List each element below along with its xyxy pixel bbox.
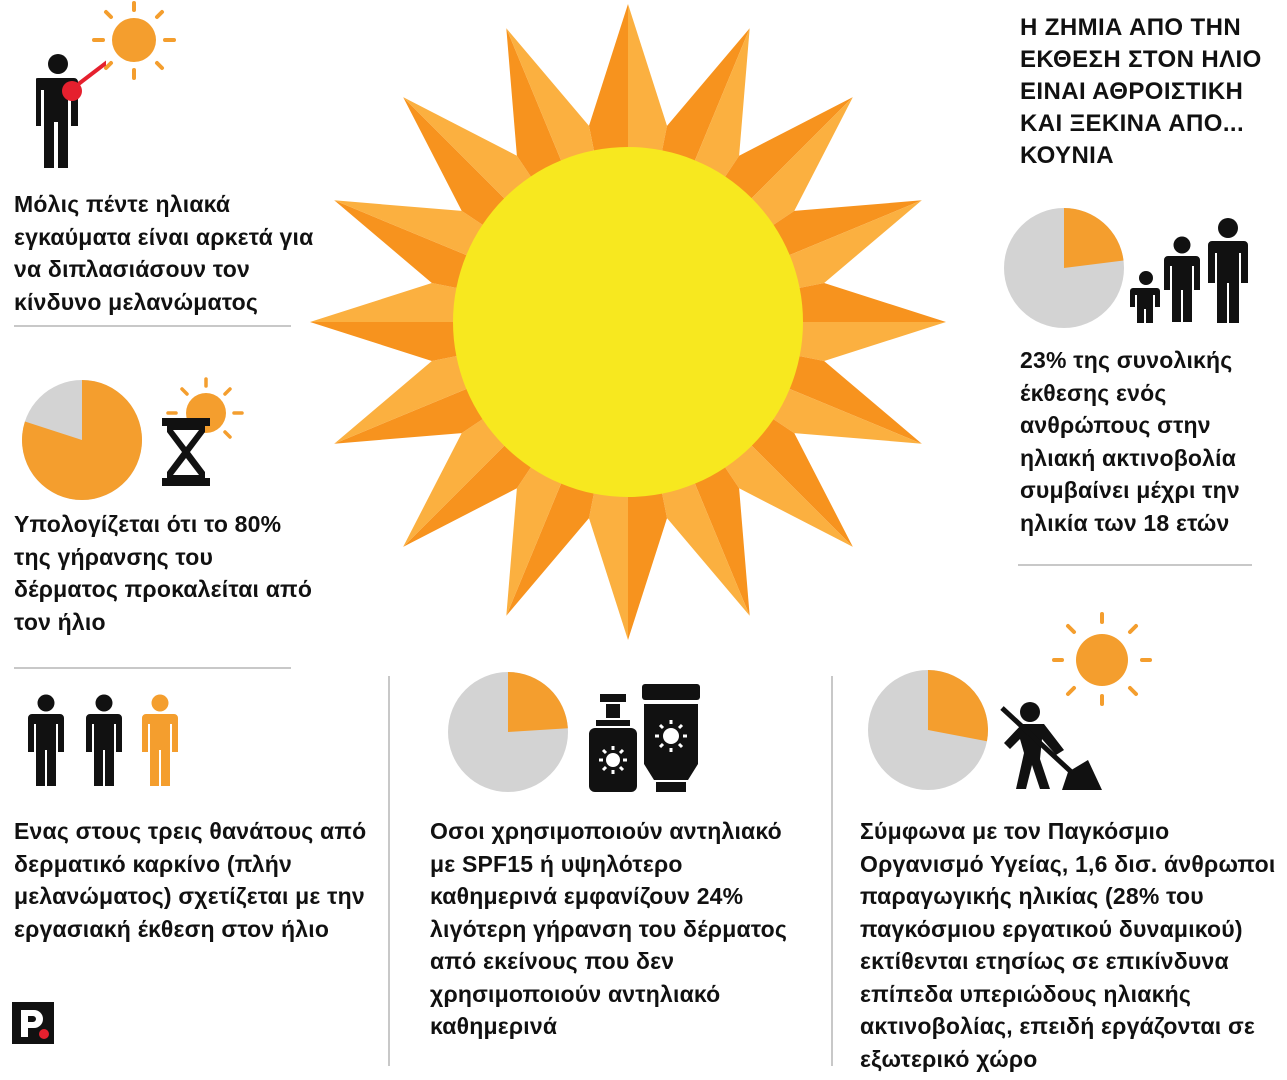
pie-chart-aging [20,378,144,502]
brand-logo-icon [12,1002,54,1044]
fact-childhood-text: 23% της συνολικής έκθεσης ενός ανθρώπους στην ηλιακή ακτινοβολία συμβαίνει μέχρι την ηλικία των 18 ετών [1020,347,1240,536]
pie-slice [1064,208,1124,268]
page-title: Η ΖΗΜΙΑ ΑΠΟ ΤΗΝ ΕΚΘΕΣΗ ΣΤΟΝ ΗΛΙΟ ΕΙΝΑΙ ΑΘΡΟΙΣΤΙΚΗ ΚΑΙ ΞΕΚΙΝΑ ΑΠΟ... ΚΟΥΝΙΑ [1020,14,1262,169]
divider-vertical [831,676,833,1066]
sunscreen-tube-icon [640,684,702,794]
people-icon [26,694,190,786]
fact-sunscreen-text: Οσοι χρησιμοποιούν αντηλιακό με SPF15 ή υψηλότερο καθημερινά εμφανίζουν 24% λιγότερη γήρανση του δέρματος από εκείνους που δεν χρησιμοποιούν αντηλιακό καθημερινά [430,818,788,1039]
sun-core [453,147,803,497]
person-icon [36,52,106,172]
digging-worker-icon [1000,700,1104,792]
pie-chart-workers [866,668,990,792]
fact-workers-text: Σύμφωνα με τον Παγκόσμιο Οργανισμό Υγείας, 1,6 δισ. άνθρωποι παραγωγικής ηλικίας (28% του παγκόσμιου εργατικού δυναμικού) εκτίθενται ετησίως σε επικίνδυνα επίπεδα υπεριώδους ηλιακής ακτινοβολίας, επειδή εργάζονται σε εξωτερικό χώρο [860,818,1276,1072]
fact-sunburns-text: Μόλις πέντε ηλιακά εγκαύματα είναι αρκετά για να διπλασιάσουν τον κίνδυνο μελανώματος [14,191,314,315]
spray-bottle-icon [586,694,640,794]
sun-icon [1048,608,1156,708]
pie-slice [928,670,988,741]
fact-aging-text: Υπολογίζεται ότι το 80% της γήρανσης του δέρματος προκαλείται από τον ήλιο [14,511,313,635]
pie-chart-childhood [1002,206,1126,330]
hourglass-icon [162,418,210,486]
divider [1018,564,1252,566]
fact-deaths-text: Ενας στους τρεις θανάτους από δερματικό καρκίνο (πλήν μελανώματος) σχετίζεται με την εργασιακή έκθεση στον ήλιο [14,818,367,942]
family-icon [1128,216,1256,324]
divider [14,667,291,669]
divider-vertical [388,676,390,1066]
central-sun-illustration [300,0,960,650]
divider [14,325,291,327]
pie-slice [508,672,568,732]
pie-chart-sunscreen [446,670,570,794]
